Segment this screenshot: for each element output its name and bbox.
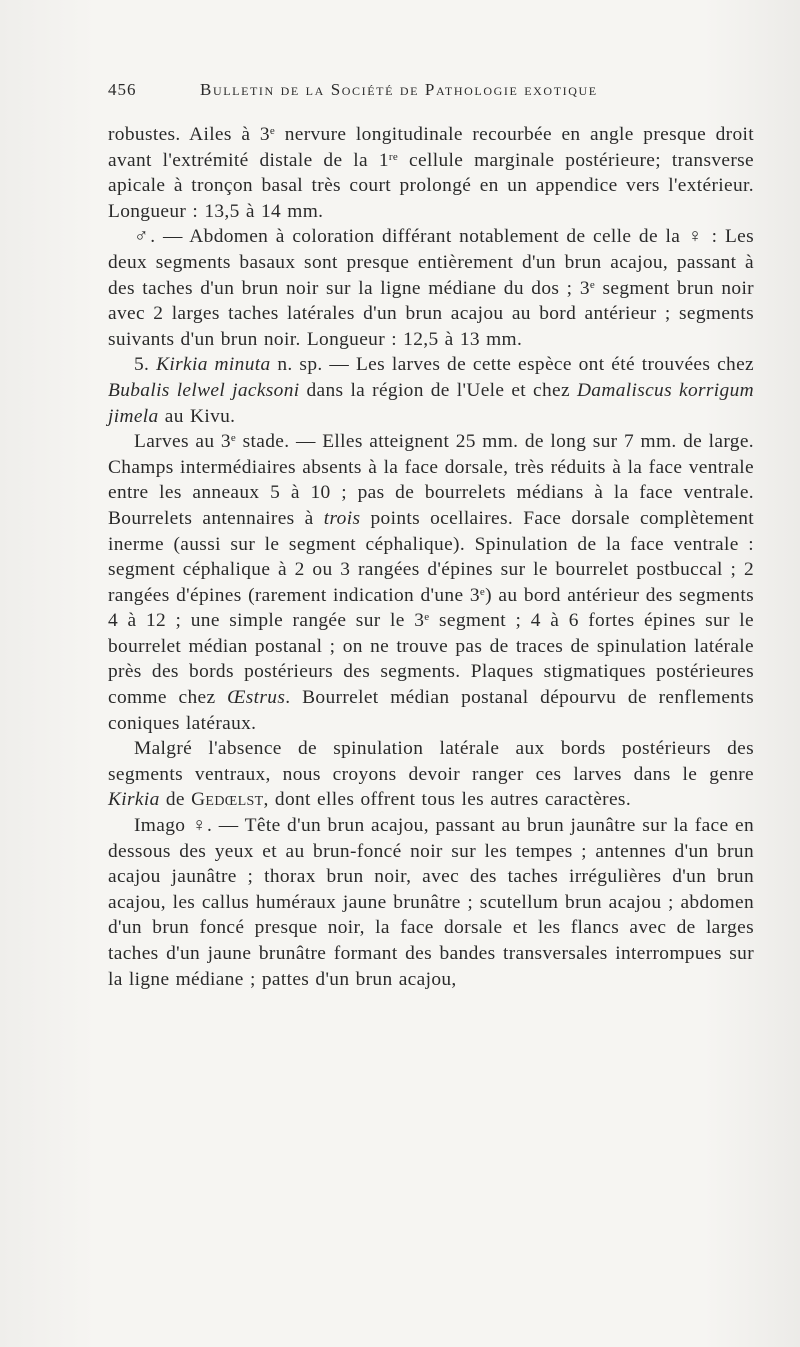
page-number: 456 xyxy=(108,80,137,99)
genus-name: Œstrus xyxy=(227,687,286,709)
running-title: Bulletin de la Société de Pathologie exotique xyxy=(200,80,598,99)
paragraph-larvae: Larves au 3e stade. — Elles atteignent 25 mm. de long sur 7 mm. de large. Champs intermédiaires absents à la face dorsale, très réduits à la face ventrale entre les anneaux 5 à 10 ; pas de bourrelets médians à la face ventrale. Bourrelets antennaires à trois points ocellaires. Face dorsale complètement inerme (aussi sur le segment céphalique). Spinulation de la face ventrale : segment céphalique à 2 ou 3 rangées d'épines sur le bourrelet postbuccal ; 2 rangées d'épines (rarement indication d'une 3e) au bord antérieur des segments 4 à 12 ; une simple rangée sur le 3e segment ; 4 à 6 fortes épines sur le bourrelet médian postanal ; on ne trouve pas de traces de spinulation latérale près des bords postérieurs des segments. Plaques stigmatiques postérieures comme chez Œstrus. Bourrelet médian postanal dépourvu de renflements coniques latéraux. xyxy=(108,431,755,734)
page-header xyxy=(108,80,758,108)
paragraph-wing-description: robustes. Ailes à 3e nervure longitudinale recourbée en angle presque droit avant l'extrémité distale de la 1re cellule marginale postérieure; transverse apicale à tronçon basal très court prolongé en un appendice vers l'extérieur. Longueur : 13,5 à 14 mm. xyxy=(108,124,754,222)
host-name: Damaliscus korrigum jimela xyxy=(108,379,754,427)
body-text xyxy=(108,122,754,992)
species-name: Kirkia minuta xyxy=(156,354,271,376)
paragraph-kirkia-minuta: 5. Kirkia minuta n. sp. — Les larves de cette espèce ont été trouvées chez Bubalis lelwel jacksoni dans la région de l'Uele et chez Damaliscus korrigum jimela au Kivu. xyxy=(108,354,754,427)
paragraph-classification: Malgré l'absence de spinulation latérale aux bords postérieurs des segments ventraux, nous croyons devoir ranger ces larves dans le genre Kirkia de Gedœlst, dont elles offrent tous les autres caractères. xyxy=(108,738,754,811)
paragraph-imago-female: Imago ♀. — Tête d'un brun acajou, passant au brun jaunâtre sur la face en dessous des yeux et au brun-foncé noir sur les tempes ; antennes d'un brun acajou jaunâtre ; thorax brun noir, avec des taches irrégulières d'un brun acajou, les callus huméraux jaune brunâtre ; scutellum brun acajou ; abdomen d'un brun foncé presque noir, la face dorsale et les flancs avec de larges taches d'un jaune brunâtre formant des bandes transversales interrompues sur la ligne médiane ; pattes d'un brun acajou, xyxy=(108,815,754,990)
host-name: Bubalis lelwel jacksoni xyxy=(108,379,300,401)
paragraph-male-description: ♂. — Abdomen à coloration différant notablement de celle de la ♀ : Les deux segments basaux sont presque entièrement d'un brun acajou, passant à des taches d'un brun noir sur la ligne médiane du dos ; 3e segment brun noir avec 2 larges taches latérales d'un brun acajou au bord antérieur ; segments suivants d'un brun noir. Longueur : 12,5 à 13 mm. xyxy=(108,226,754,350)
genus-name: Kirkia xyxy=(108,789,160,811)
author-name: Gedœlst xyxy=(191,789,264,811)
